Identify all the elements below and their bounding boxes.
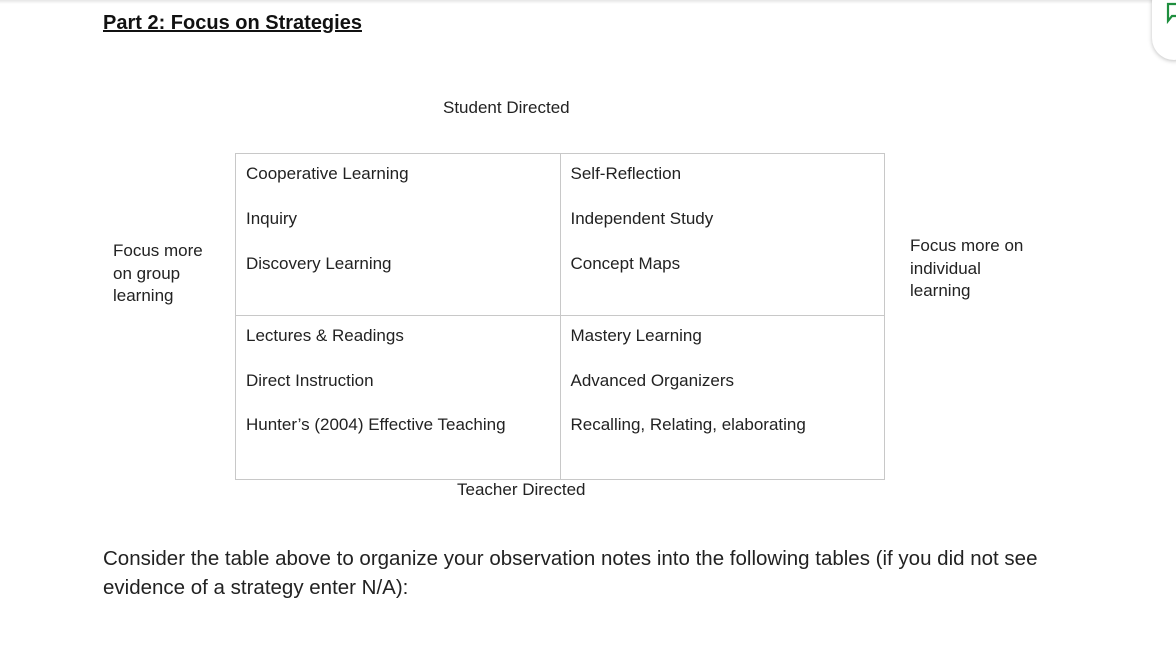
strategy-item: Recalling, Relating, elaborating [570, 415, 806, 434]
toolbar-shadow [0, 0, 1176, 4]
axis-label-bottom: Teacher Directed [457, 480, 586, 499]
cell-group-teacher-directed[interactable] [236, 316, 561, 480]
strategy-item: Independent Study [570, 209, 714, 228]
strategy-item: Advanced Organizers [570, 370, 734, 390]
strategy-item: Lectures & Readings [246, 326, 404, 345]
cell-group-student-directed[interactable] [236, 154, 561, 316]
strategy-item: Cooperative Learning [246, 164, 409, 183]
matrix-row-student-directed [236, 154, 885, 316]
axis-label-right: Focus more on individual learning [910, 236, 1024, 300]
cell-individual-student-directed[interactable] [560, 154, 885, 316]
axis-label-top: Student Directed [443, 98, 570, 117]
strategy-item: Discovery Learning [246, 254, 392, 273]
strategy-item: Direct Instruction [246, 370, 374, 390]
strategy-item: Inquiry [246, 209, 298, 228]
add-comment-button[interactable] [1152, 0, 1176, 60]
strategy-item: Self-Reflection [570, 164, 682, 183]
instruction-paragraph: Consider the table above to organize your observation notes into the following tables (if you did not see evidence of a strategy enter N/A): [103, 547, 1038, 599]
cell-individual-teacher-directed[interactable] [560, 316, 885, 480]
strategy-item: Mastery Learning [570, 326, 702, 345]
section-heading: Part 2: Focus on Strategies [103, 12, 362, 34]
strategy-item: Concept Maps [570, 254, 681, 273]
strategy-matrix [235, 153, 885, 480]
comment-icon [1166, 2, 1176, 24]
axis-label-left: Focus more on group learning [113, 241, 203, 305]
strategy-item: Hunter’s (2004) Effective Teaching [246, 415, 506, 434]
matrix-row-teacher-directed [236, 316, 885, 480]
